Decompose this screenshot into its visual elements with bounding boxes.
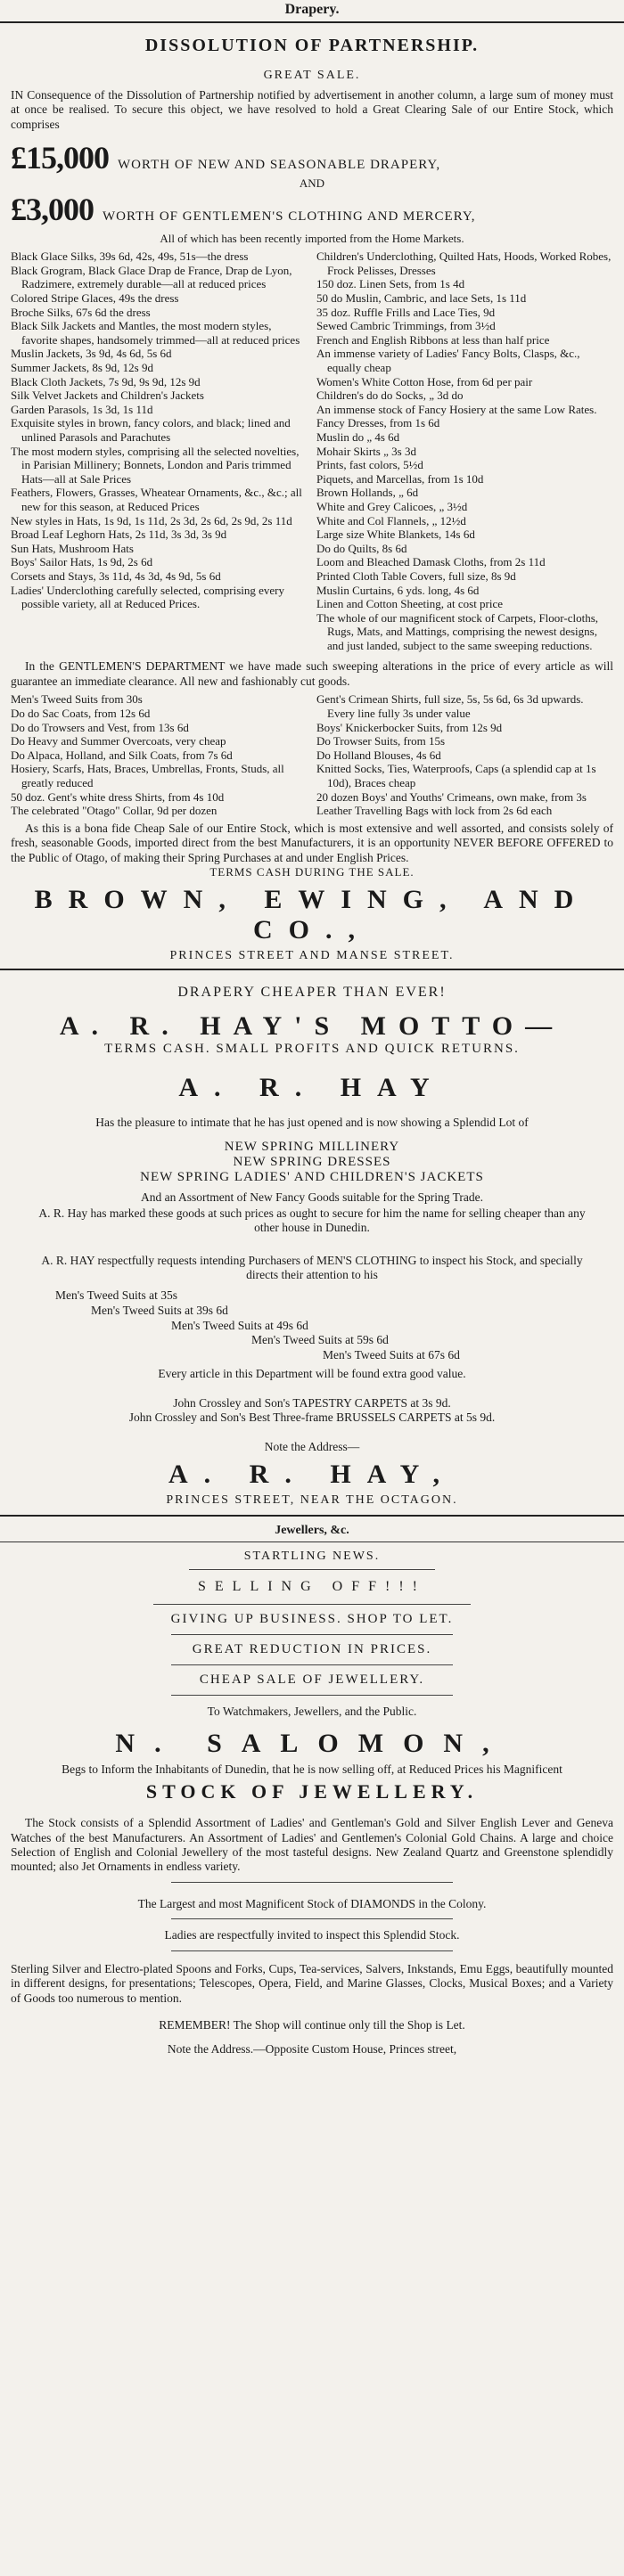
section-heading-jewellers: Jewellers, &c.: [0, 1522, 624, 1542]
divider: [0, 1515, 624, 1517]
list-item: Prints, fast colors, 5½d: [316, 458, 423, 472]
list-item: The most modern styles, comprising all the selected novelties, in Parisian Millinery; Bonnets, London and Paris trimmed Hats—all at Sale Prices: [11, 444, 300, 486]
salomon-name: N. SALOMON,: [115, 1728, 509, 1758]
list-item: Black Silk Jackets and Mantles, the most modern styles, favorite shapes, handsomely trimmed—all at reduced prices: [11, 319, 300, 347]
divider: [171, 1664, 453, 1665]
hay-suits-list: [11, 1288, 613, 1363]
list-item: 50 do Muslin, Cambric, and lace Sets, 1s 11d: [316, 291, 527, 306]
remember-line: REMEMBER! The Shop will continue only till the Shop is Let.: [159, 2018, 465, 2032]
list-item: Knitted Socks, Ties, Waterproofs, Caps (a splendid cap at 1s 10d), Braces cheap: [316, 762, 596, 789]
brown-ewing-address: PRINCES STREET AND MANSE STREET.: [169, 949, 455, 963]
divider: [0, 969, 624, 970]
list-item: Hosiery, Scarfs, Hats, Braces, Umbrellas, Fronts, Studs, all greatly reduced: [11, 762, 284, 789]
amount-15000: £15,000: [11, 140, 109, 176]
amount-3000-text: WORTH OF GENTLEMEN'S CLOTHING AND MERCERY,: [103, 209, 476, 225]
firm-name-brown-ewing: BROWN, EWING, AND CO.,: [34, 885, 590, 945]
list-item: Colored Stripe Glaces, 49s the dress: [11, 291, 179, 306]
list-item: An immense variety of Ladies' Fancy Bolts, Clasps, &c., equally cheap: [316, 347, 580, 375]
list-item: Children's do do Socks, „ 3d do: [316, 388, 464, 403]
hay-carpets-brussels: John Crossley and Son's Best Three-frame BRUSSELS CARPETS at 5s 9d.: [128, 1411, 496, 1425]
list-item: Corsets and Stays, 3s 11d, 4s 3d, 4s 9d, 5s 6d: [11, 568, 221, 583]
list-item: Broad Leaf Leghorn Hats, 2s 11d, 3s 3d, 3s 9d: [11, 527, 227, 542]
ar-hay-name-bottom: A. R. HAY,: [168, 1460, 456, 1490]
gentlemen-left-column: [11, 692, 308, 817]
hay-item-dresses: NEW SPRING DRESSES: [233, 1154, 391, 1169]
divider: [153, 1604, 471, 1605]
hay-request: A. R. HAY respectfully requests intending Purchasers of MEN'S CLOTHING to inspect his Stock, and specially directs their attention to his: [41, 1253, 583, 1282]
list-item: White and Col Flannels, „ 12½d: [316, 513, 466, 527]
hay-marked: A. R. Hay has marked these goods at such prices as ought to secure for him the name for selling cheaper than any other house in Dunedin.: [38, 1206, 586, 1235]
list-item: Do do Sac Coats, from 12s 6d: [11, 707, 151, 721]
list-item: New styles in Hats, 1s 9d, 1s 11d, 2s 3d, 2s 6d, 2s 9d, 2s 11d: [11, 513, 292, 527]
drapery-left-column: [11, 249, 308, 652]
hay-note-address: Note the Address—: [264, 1439, 360, 1453]
list-item: Mohair Skirts „ 3s 3d: [316, 444, 416, 458]
ladies-invited: Ladies are respectfully invited to inspect this Splendid Stock.: [164, 1928, 460, 1942]
list-item: Muslin do „ 4s 6d: [316, 429, 400, 444]
hay-item-jackets: NEW SPRING LADIES' AND CHILDREN'S JACKETS: [140, 1169, 484, 1184]
list-item: Silk Velvet Jackets and Children's Jackets: [11, 388, 204, 403]
amount-drapery: [11, 139, 613, 176]
stock-of-jewellery: STOCK OF JEWELLERY.: [145, 1780, 479, 1803]
suit-price-line: Men's Tweed Suits at 67s 6d: [323, 1348, 460, 1362]
intro-paragraph: IN Consequence of the Dissolution of Partnership notified by advertisement in another column, a large sum of money must at once be realised. To secure this object, we have resolved to hold a Great Clearing Sale of our Entire Stock, which comprises: [11, 88, 613, 131]
hay-intimate: Has the pleasure to intimate that he has just opened and is now showing a Splendid Lot of: [95, 1116, 529, 1130]
list-item: Children's Underclothing, Quilted Hats, Hoods, Worked Robes, Frock Pelisses, Dresses: [316, 249, 612, 277]
list-item: Do Trowser Suits, from 15s: [316, 734, 446, 748]
amount-15000-text: WORTH OF NEW AND SEASONABLE DRAPERY,: [118, 158, 441, 173]
hay-address: PRINCES STREET, NEAR THE OCTAGON.: [166, 1493, 458, 1508]
dissolution-title: DISSOLUTION OF PARTNERSHIP.: [144, 36, 480, 55]
list-item: 150 doz. Linen Sets, from 1s 4d: [316, 277, 465, 291]
cheap-sale: CHEAP SALE OF JEWELLERY.: [199, 1672, 425, 1688]
hay-item-millinery: NEW SPRING MILLINERY: [224, 1139, 400, 1154]
diamonds-line: The Largest and most Magnificent Stock of DIAMONDS in the Colony.: [137, 1896, 487, 1910]
list-item: 20 dozen Boys' and Youths' Crimeans, own make, from 3s: [316, 789, 587, 804]
list-item: Boys' Knickerbocker Suits, from 12s 9d: [316, 720, 503, 734]
list-item: Brown Hollands, „ 6d: [316, 486, 419, 500]
sterling-paragraph: Sterling Silver and Electro-plated Spoons and Forks, Cups, Tea-services, Salvers, Inkstands, Emu Eggs, beautifully mounted in different designs, for presentations; Telescopes, Opera, Field, and Marine Glasses, Clocks, Musical Boxes; and a Variety of Goods too numerous to mention.: [11, 1961, 613, 2005]
list-item: Linen and Cotton Sheeting, at cost price: [316, 597, 504, 611]
list-item: Boys' Sailor Hats, 1s 9d, 2s 6d: [11, 555, 153, 569]
list-item: Do Alpaca, Holland, and Silk Coats, from 7s 6d: [11, 748, 233, 762]
to-watchmakers: To Watchmakers, Jewellers, and the Public.: [207, 1705, 417, 1719]
gentlemen-dept-intro: In the GENTLEMEN'S DEPARTMENT we have made such sweeping alterations in the price of every article as will guarantee an immediate clearance. All new and fashionably cut goods.: [11, 659, 613, 688]
salomon-note-address: Note the Address.—Opposite Custom House, Princes street,: [167, 2041, 457, 2056]
brown-ewing-ad: [11, 23, 613, 963]
list-item: Muslin Curtains, 6 yds. long, 4s 6d: [316, 583, 480, 597]
hay-carpets-tapestry: John Crossley and Son's TAPESTRY CARPETS at 3s 9d.: [173, 1395, 451, 1410]
great-sale-subtitle: GREAT SALE.: [263, 69, 361, 82]
divider: [171, 1882, 453, 1883]
list-item: Large size White Blankets, 14s 6d: [316, 527, 475, 542]
list-item: Broche Silks, 67s 6d the dress: [11, 305, 151, 319]
list-item: White and Grey Calicoes, „ 3½d: [316, 499, 468, 513]
list-item: Gent's Crimean Shirts, full size, 5s, 5s 6d, 6s 3d upwards. Every line fully 3s under value: [316, 692, 584, 721]
list-item: Sewed Cambric Trimmings, from 3½d: [316, 319, 496, 333]
terms-cash: TERMS CASH DURING THE SALE.: [209, 865, 415, 879]
drapery-columns: [11, 249, 613, 652]
divider: [171, 1634, 453, 1635]
list-item: An immense stock of Fancy Hosiery at the same Low Rates.: [316, 402, 597, 416]
list-item: Leather Travelling Bags with lock from 2s 6d each: [316, 804, 553, 818]
ar-hay-name: A. R. HAY: [178, 1073, 446, 1103]
list-item: Feathers, Flowers, Grasses, Wheatear Ornaments, &c., &c.; all new for this season, at Reduced Prices: [11, 486, 302, 513]
list-item: The whole of our magnificent stock of Carpets, Floor-cloths, Rugs, Mats, and Mattings, comprising the newest designs, and just landed, subject to the same sweeping reductions.: [316, 610, 598, 652]
giving-up: GIVING UP BUSINESS. SHOP TO LET.: [170, 1612, 454, 1627]
amount-clothing: [11, 191, 613, 228]
divider: [171, 1695, 453, 1696]
list-item: Fancy Dresses, from 1s 6d: [316, 416, 440, 430]
list-item: Loom and Bleached Damask Cloths, from 2s 11d: [316, 555, 546, 569]
list-item: Muslin Jackets, 3s 9d, 4s 6d, 5s 6d: [11, 347, 172, 361]
divider: [171, 1918, 453, 1919]
and-word: AND: [299, 176, 325, 191]
gentlemen-columns: [11, 692, 613, 817]
selling-off: SELLING OFF!!!: [198, 1579, 426, 1595]
hay-value: Every article in this Department will be found extra good value.: [158, 1367, 466, 1381]
suit-price-line: Men's Tweed Suits at 59s 6d: [251, 1333, 389, 1347]
suit-price-line: Men's Tweed Suits at 39s 6d: [91, 1303, 228, 1317]
divider: [189, 1569, 435, 1570]
drapery-cheaper-heading: DRAPERY CHEAPER THAN EVER!: [177, 985, 447, 1001]
motto-subline: TERMS CASH. SMALL PROFITS AND QUICK RETURNS.: [104, 1042, 520, 1057]
drapery-right-column: [316, 249, 613, 652]
imported-line: All of which has been recently imported from the Home Markets.: [160, 232, 464, 246]
list-item: Do Holland Blouses, 4s 6d: [316, 748, 441, 762]
list-item: Do do Quilts, 8s 6d: [316, 541, 407, 555]
amount-3000: £3,000: [11, 192, 94, 228]
ar-hay-ad: [11, 976, 613, 1508]
list-item: Black Glace Silks, 39s 6d, 42s, 49s, 51s—the dress: [11, 249, 249, 264]
startling-news: STARTLING NEWS.: [243, 1550, 381, 1564]
list-item: Ladies' Underclothing carefully selected, comprising every possible variety, all at Reduced Prices.: [11, 583, 285, 611]
list-item: Do Heavy and Summer Overcoats, very cheap: [11, 734, 226, 748]
list-item: Printed Cloth Table Covers, full size, 8s 9d: [316, 568, 516, 583]
list-item: Garden Parasols, 1s 3d, 1s 11d: [11, 402, 153, 416]
list-item: Do do Trowsers and Vest, from 13s 6d: [11, 720, 189, 734]
list-item: 35 doz. Ruffle Frills and Lace Ties, 9d: [316, 305, 496, 319]
bona-fide-paragraph: As this is a bona fide Cheap Sale of our Entire Stock, which is most extensive and well assorted, and consists solely of fresh, seasonable Goods, imported direct from the best Manufacturers, it is an opportunity NEVER BEFORE OFFERED to the Public of Otago, of making their Spring Purchases at and under English Prices.: [11, 821, 613, 864]
list-item: Sun Hats, Mushroom Hats: [11, 541, 134, 555]
list-item: Exquisite styles in brown, fancy colors, and black; lined and unlined Parasols and Parachutes: [11, 416, 291, 444]
list-item: Black Grogram, Black Glace Drap de France, Drap de Lyon, Radzimere, extremely durable—all at reduced prices: [11, 263, 292, 291]
list-item: The celebrated "Otago" Collar, 9d per dozen: [11, 804, 218, 818]
section-heading-drapery: Drapery.: [0, 0, 624, 23]
suit-price-line: Men's Tweed Suits at 49s 6d: [171, 1318, 308, 1332]
list-item: Black Cloth Jackets, 7s 9d, 9s 9d, 12s 9d: [11, 374, 201, 388]
list-item: 50 doz. Gent's white dress Shirts, from 4s 10d: [11, 789, 225, 804]
salomon-begs: Begs to Inform the Inhabitants of Dunedin, that he is now selling off, at Reduced Prices his Magnificent: [62, 1762, 562, 1776]
list-item: Men's Tweed Suits from 30s: [11, 692, 143, 707]
hay-assortment: And an Assortment of New Fancy Goods suitable for the Spring Trade.: [141, 1190, 483, 1204]
list-item: Summer Jackets, 8s 9d, 12s 9d: [11, 361, 153, 375]
divider: [171, 1950, 453, 1951]
list-item: Women's White Cotton Hose, from 6d per pair: [316, 374, 533, 388]
hays-motto-heading: A. R. HAY'S MOTTO—: [59, 1011, 565, 1042]
list-item: French and English Ribbons at less than half price: [316, 332, 550, 347]
great-reduction: GREAT REDUCTION IN PRICES.: [192, 1642, 432, 1657]
suit-price-line: Men's Tweed Suits at 35s: [55, 1288, 177, 1302]
gentlemen-right-column: [316, 692, 613, 817]
salomon-ad: [11, 1522, 613, 2057]
stock-description: The Stock consists of a Splendid Assortment of Ladies' and Gentleman's Gold and Silver English Lever and Geneva Watches of the best Manufacturers. An Assortment of Ladies' and Gentlemen's Colonial Gold Chains. A large and choice Selection of English and Colonial Jewellery of the most tasteful designs. New Zealand Quartz and Greenstone splendidly mounted; also Jet Ornaments in endless variety.: [11, 1816, 613, 1874]
list-item: Piquets, and Marcellas, from 1s 10d: [316, 471, 484, 486]
